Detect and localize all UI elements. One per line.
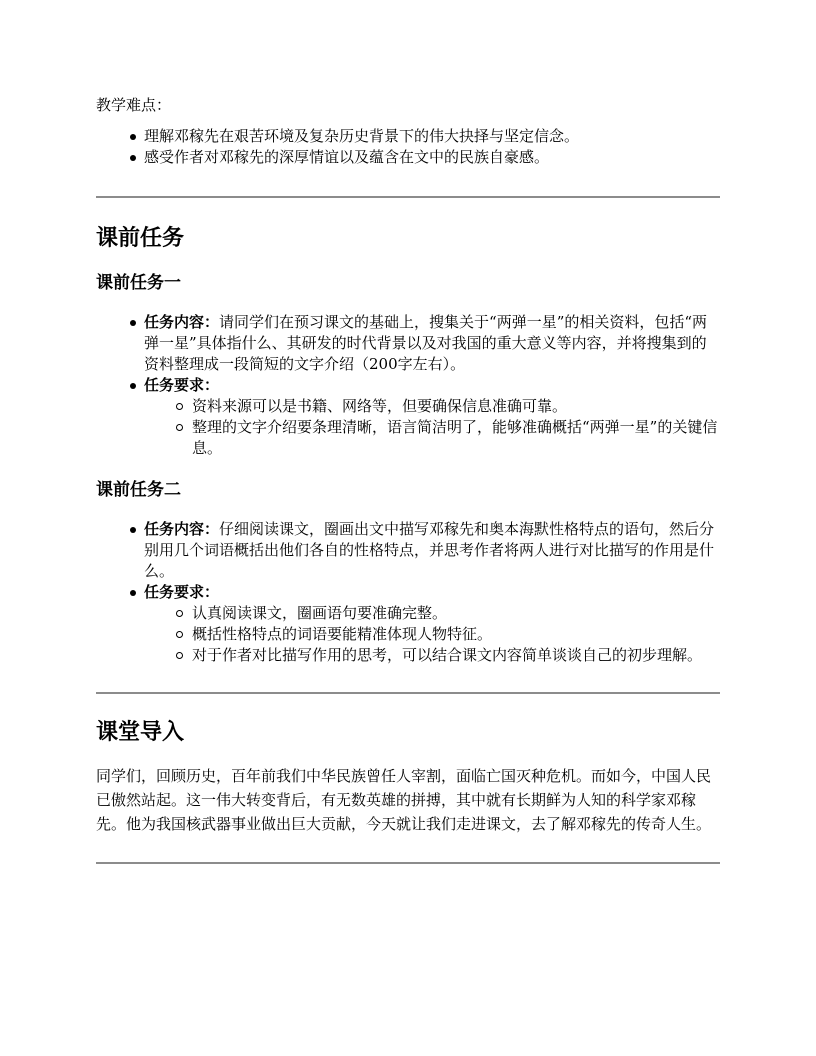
- bullet-circle-icon: [176, 403, 183, 410]
- bullet-circle-icon: [176, 610, 183, 617]
- list-item: 对于作者对比描写作用的思考，可以结合课文内容简单谈谈自己的初步理解。: [96, 645, 720, 666]
- section-divider: [96, 692, 720, 694]
- pretask-2-list: [96, 519, 720, 666]
- difficulty-list: [96, 126, 720, 168]
- list-item: 认真阅读课文，圈画语句要准确完整。: [96, 603, 720, 624]
- bullet-dot-icon: [130, 134, 136, 140]
- bullet-circle-icon: [176, 424, 183, 431]
- pretask-1-list: [96, 312, 720, 459]
- intro-section-title: 课堂导入: [96, 719, 185, 745]
- bullet-dot-icon: [130, 527, 136, 533]
- list-item: 理解邓稼先在艰苦环境及复杂历史背景下的伟大抉择与坚定信念。: [96, 126, 720, 147]
- list-item: 资料来源可以是书籍、网络等，但要确保信息准确可靠。: [96, 396, 720, 417]
- list-item: 整理的文字介绍要条理清晰，语言简洁明了，能够准确概括“两弹一星”的关键信息。: [96, 417, 720, 459]
- pretask-2-requirements: [144, 603, 720, 666]
- pretask-2-title: 课前任务二: [96, 480, 181, 500]
- list-item: 任务内容：请同学们在预习课文的基础上，搜集关于“两弹一星”的相关资料，包括“两弹一星”具体指什么、其研发的时代背景以及对我国的重大意义等内容，并将搜集到的资料整理成一段简短的文字介绍（200字左右）。: [96, 312, 720, 375]
- list-item: 感受作者对邓稼先的深厚情谊以及蕴含在文中的民族自豪感。: [96, 147, 720, 168]
- bullet-dot-icon: [130, 590, 136, 596]
- pretask-1-requirements: [144, 396, 720, 459]
- list-item: 任务要求： 资料来源可以是书籍、网络等，但要确保信息准确可靠。 整理的文字介绍要条理清晰，语言简洁明了，能够准确概括“两弹一星”的关键信息。: [96, 375, 720, 459]
- pretask-section-title: 课前任务: [96, 225, 185, 251]
- bullet-dot-icon: [130, 320, 136, 326]
- section-divider: [96, 862, 720, 864]
- list-item: 任务要求： 认真阅读课文，圈画语句要准确完整。 概括性格特点的词语要能精准体现人物特征。 对于作者对比描写作用的思考，可以结合课文内容简单谈谈自己的初步理解。: [96, 582, 720, 666]
- list-item: 任务内容：仔细阅读课文，圈画出文中描写邓稼先和奥本海默性格特点的语句，然后分别用几个词语概括出他们各自的性格特点，并思考作者将两人进行对比描写的作用是什么。: [96, 519, 720, 582]
- bullet-circle-icon: [176, 631, 183, 638]
- section-divider: [96, 196, 720, 198]
- document-page: [96, 0, 720, 864]
- list-item: 概括性格特点的词语要能精准体现人物特征。: [96, 624, 720, 645]
- bullet-circle-icon: [176, 652, 183, 659]
- intro-paragraph: 同学们，回顾历史，百年前我们中华民族曾任人宰割，面临亡国灭种危机。而如今，中国人民已傲然站起。这一伟大转变背后，有无数英雄的拼搏，其中就有长期鲜为人知的科学家邓稼先。他为我国核武器事业做出巨大贡献，今天就让我们走进课文，去了解邓稼先的传奇人生。: [96, 767, 712, 833]
- bullet-dot-icon: [130, 155, 136, 161]
- pretask-1-title: 课前任务一: [96, 273, 181, 293]
- bullet-dot-icon: [130, 383, 136, 389]
- difficulty-heading: 教学难点：: [96, 96, 172, 114]
